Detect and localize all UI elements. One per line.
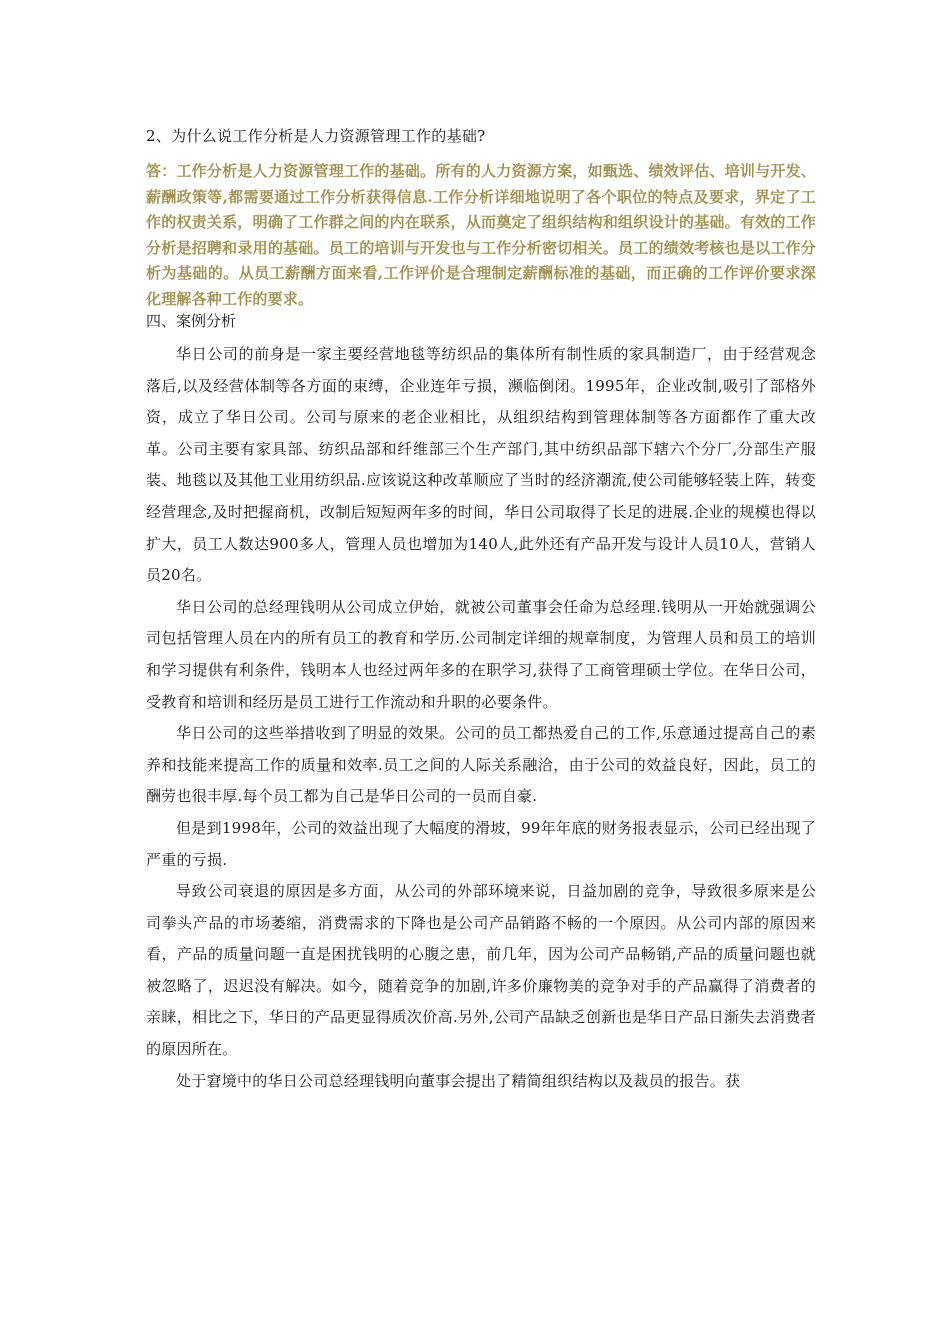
paragraph: 处于窘境中的华日公司总经理钱明向董事会提出了精简组织结构以及裁员的报告。获 [176,1071,741,1090]
section-title: 四、案例分析 [146,312,237,330]
case-body [146,339,816,1097]
paragraph: 华日公司的总经理钱明从公司成立伊始，就被公司董事会任命为总经理.钱明从一开始就强调公司包括管理人员在内的所有员工的教育和学历.公司制定详细的规章制度，为管理人员和员工的培训和学习提供有利条件，钱明本人也经过两年多的在职学习,获得了工商管理硕士学位。在华日公司，受教育和培训和经历是员工进行工作流动和升职的必要条件。 [146,597,816,711]
paragraph: 导致公司衰退的原因是多方面，从公司的外部环境来说，日益加剧的竞争，导致很多原来是公司拳头产品的市场萎缩，消费需求的下降也是公司产品销路不畅的一个原因。从公司内部的原因来看，产品的质量问题一直是困扰钱明的心腹之患，前几年，因为公司产品畅销,产品的质量问题也就被忽略了，迟迟没有解决。如今，随着竞争的加剧,许多价廉物美的竞争对手的产品赢得了消费者的亲睐，相比之下，华日的产品更显得质次价高.另外,公司产品缺乏创新也是华日产品日渐失去消费者的原因所在。 [146,882,816,1059]
paragraph: 华日公司的这些举措收到了明显的效果。公司的员工都热爱自己的工作,乐意通过提高自己的素养和技能来提高工作的质量和效率.员工之间的人际关系融洽，由于公司的效益良好，因此，员工的酬劳也很丰厚.每个员工都为自己是华日公司的一员而自豪. [146,724,816,806]
paragraph: 华日公司的前身是一家主要经营地毯等纺织品的集体所有制性质的家具制造厂，由于经营观念落后,以及经营体制等各方面的束缚，企业连年亏损，濒临倒闭。1995年，企业改制,吸引了部格外资，成立了华日公司。公司与原来的老企业相比，从组织结构到管理体制等各方面都作了重大改革。公司主要有家具部、纺织品部和纤维部三个生产部门,其中纺织品部下辖六个分厂,分部生产服装、地毯以及其他工业用纺织品.应该说这种改革顺应了当时的经济潮流,使公司能够轻装上阵，转变经营理念,及时把握商机，改制后短短两年多的时间，华日公司取得了长足的进展.企业的规模也得以扩大，员工人数达900多人，管理人员也增加为140人,此外还有产品开发与设计人员10人，营销人员20名。 [146,345,816,585]
answer-text: 答：工作分析是人力资源管理工作的基础。所有的人力资源方案，如甄选、绩效评估、培训与开发、薪酬政策等,都需要通过工作分析获得信息.工作分析详细地说明了各个职位的特点及要求，界定了工作的权责关系，明确了工作群之间的内在联系，从而奠定了组织结构和组织设计的基础。有效的工作分析是招聘和录用的基础。员工的培训与开发也与工作分析密切相关。员工的绩效考核也是以工作分析为基础的。从员工薪酬方面来看,工作评价是合理制定薪酬标准的基础，而正确的工作评价要求深化理解各种工作的要求。 [146,162,816,308]
paragraph: 但是到1998年，公司的效益出现了大幅度的滑坡，99年年底的财务报表显示，公司已经出现了严重的亏损. [146,818,816,869]
question-heading: 2、为什么说工作分析是人力资源管理工作的基础? [146,127,486,145]
